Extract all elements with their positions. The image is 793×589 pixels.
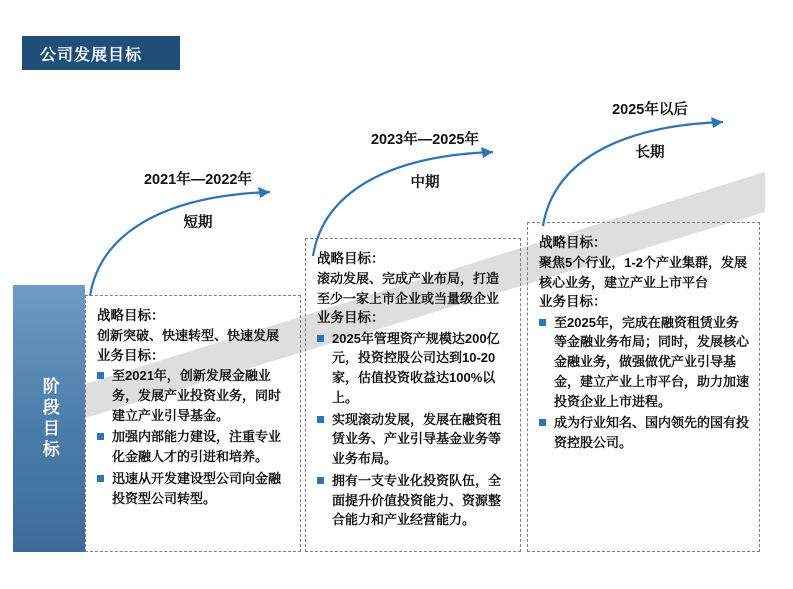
phase-heading-1 (108, 168, 288, 232)
list-item: 实现滚动发展，发展在融资租赁业务、产业引导基金业务等业务布局。 (317, 410, 511, 469)
business-bullets-1 (97, 366, 291, 508)
business-label-2: 业务目标： (317, 310, 385, 326)
strategy-text-3: 聚焦5个行业，1-2个产业集群，发展核心业务，建立产业上市平台 (539, 255, 748, 290)
page-title-banner (22, 36, 180, 70)
phase-term-2: 中期 (410, 175, 440, 191)
page-title: 公司发展目标 (40, 46, 143, 64)
business-label-3: 业务目标： (539, 294, 607, 310)
phase-period-1: 2021年—2022年 (143, 172, 252, 188)
list-item: 至2021年，创新发展金融业务，发展产业投资业务，同时建立产业引导基金。 (97, 366, 291, 425)
strategy-text-1: 创新突破、快速转型、快速发展 (97, 328, 280, 344)
phase-term-3: 长期 (635, 145, 665, 161)
phase-card-2 (305, 238, 521, 552)
list-item: 至2025年，完成在融资租赁业务等金融业务布局；同时，发展核心金融业务，做强做优产业引导基金，建立产业上市平台，助力加速投资企业上市进程。 (539, 313, 750, 412)
phase-heading-2 (330, 128, 520, 192)
business-bullets-2 (317, 329, 511, 531)
stage-goal-label: 阶段目标 (39, 376, 59, 461)
strategy-label-3: 战略目标： (539, 235, 607, 250)
phase-period-3: 2025年以后 (612, 102, 688, 118)
phase-heading-3 (560, 98, 740, 162)
phase-card-1 (85, 295, 301, 552)
list-item: 成为行业知名、国内领先的国有投资控股公司。 (539, 413, 750, 453)
strategy-label-2: 战略目标： (317, 251, 385, 266)
strategy-label-1: 战略目标： (97, 308, 165, 323)
strategy-text-2: 滚动发展、完成产业布局，打造至少一家上市企业或当量级企业 (317, 271, 500, 306)
business-bullets-3 (539, 313, 750, 453)
phase-term-1: 短期 (183, 215, 213, 231)
list-item: 2025年管理资产规模达200亿元，投资控股公司达到10-20家，估值投资收益达100%以上。 (317, 329, 511, 408)
stage-goal-band (13, 285, 85, 552)
phase-period-2: 2023年—2025年 (370, 132, 479, 148)
list-item: 拥有一支专业化投资队伍，全面提升价值投资能力、资源整合能力和产业经营能力。 (317, 471, 511, 530)
list-item: 迅速从开发建设型公司向金融投资型公司转型。 (97, 469, 291, 509)
phase-card-3 (527, 222, 760, 552)
business-label-1: 业务目标： (97, 347, 165, 363)
list-item: 加强内部能力建设，注重专业化金融人才的引进和培养。 (97, 427, 291, 467)
